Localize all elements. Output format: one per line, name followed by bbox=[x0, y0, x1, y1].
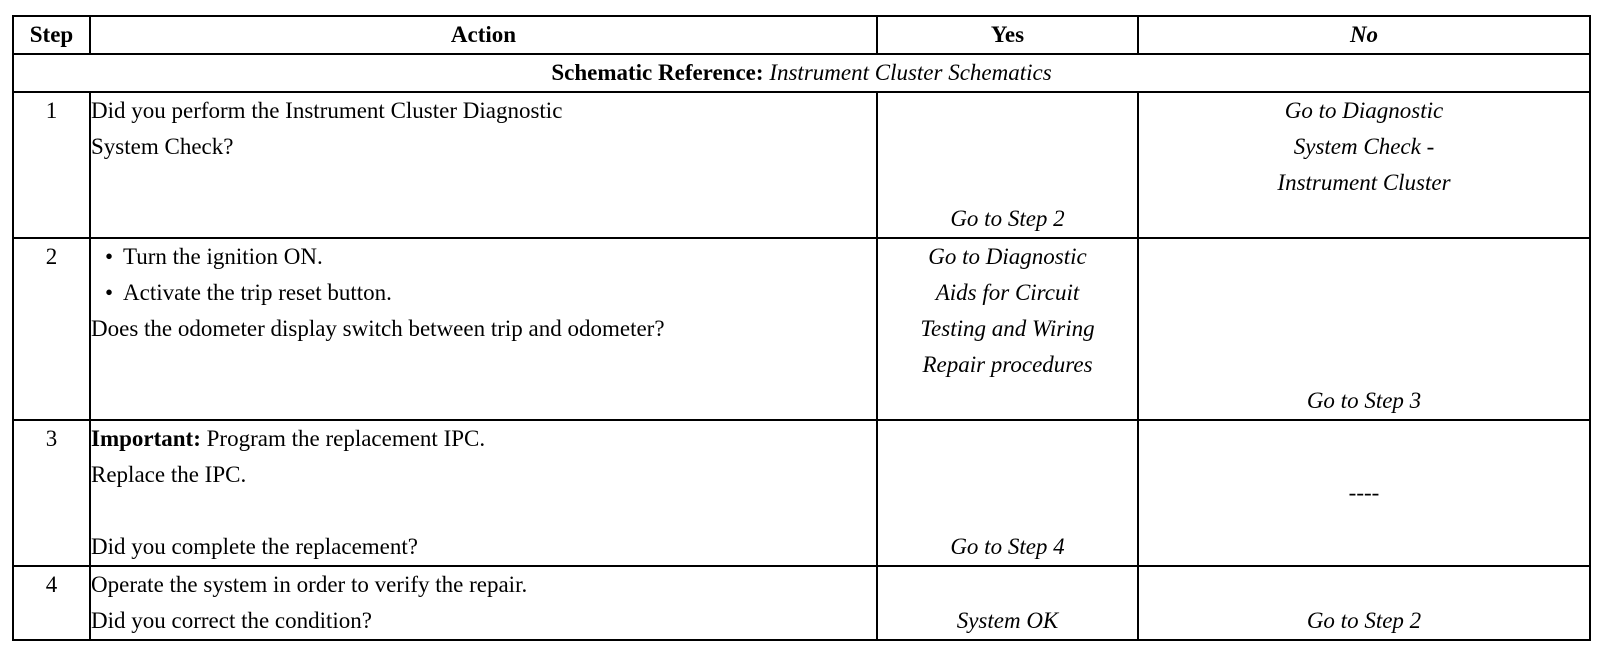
no-link-line[interactable]: System Check - bbox=[1293, 134, 1435, 159]
action-line: Did you perform the Instrument Cluster Diagnostic bbox=[91, 98, 563, 123]
yes-link-line[interactable]: Testing and Wiring bbox=[920, 316, 1095, 341]
yes-cell bbox=[877, 566, 1138, 640]
action-line: Operate the system in order to verify the repair. bbox=[91, 572, 528, 597]
yes-cell bbox=[877, 238, 1138, 420]
step-row-3 bbox=[13, 420, 1590, 566]
step-number: 2 bbox=[13, 238, 90, 420]
header-step: Step bbox=[13, 16, 90, 54]
action-cell bbox=[90, 420, 877, 566]
no-cell bbox=[1138, 566, 1590, 640]
diagnostic-table bbox=[12, 15, 1591, 641]
schematic-reference-label: Schematic Reference: bbox=[551, 60, 764, 85]
important-note bbox=[91, 421, 876, 457]
yes-link-line[interactable]: Repair procedures bbox=[922, 352, 1093, 377]
action-cell bbox=[90, 566, 877, 640]
step-row-2 bbox=[13, 238, 1590, 420]
step-row-4 bbox=[13, 566, 1590, 640]
bullet-text: Activate the trip reset button. bbox=[123, 280, 392, 305]
action-question: Did you correct the condition? bbox=[91, 608, 373, 633]
important-label: Important: bbox=[91, 426, 201, 451]
header-row bbox=[13, 16, 1590, 54]
action-bullet-list bbox=[91, 239, 876, 311]
bullet-icon: • bbox=[105, 244, 114, 269]
bullet-text: Turn the ignition ON. bbox=[123, 244, 323, 269]
schematic-reference-link[interactable]: Instrument Cluster Schematics bbox=[769, 60, 1052, 85]
no-link-line[interactable]: Instrument Cluster bbox=[1277, 170, 1451, 195]
step-number: 3 bbox=[13, 420, 90, 566]
header-yes: Yes bbox=[877, 16, 1138, 54]
bullet-item bbox=[91, 275, 876, 311]
action-question: Did you complete the replacement? bbox=[91, 534, 418, 559]
yes-link[interactable]: System OK bbox=[956, 608, 1059, 633]
yes-link[interactable]: Go to Step 4 bbox=[950, 534, 1065, 559]
no-placeholder: ---- bbox=[1348, 480, 1380, 505]
header-no: No bbox=[1138, 16, 1590, 54]
bullet-item bbox=[91, 239, 876, 275]
schematic-reference bbox=[13, 54, 1590, 92]
no-link[interactable]: Go to Step 3 bbox=[1306, 388, 1422, 413]
yes-cell bbox=[877, 92, 1138, 238]
yes-link-line[interactable]: Go to Diagnostic bbox=[928, 244, 1087, 269]
step-number: 4 bbox=[13, 566, 90, 640]
no-cell bbox=[1138, 238, 1590, 420]
step-row-1 bbox=[13, 92, 1590, 238]
action-line: System Check? bbox=[91, 134, 234, 159]
no-cell bbox=[1138, 92, 1590, 238]
yes-link[interactable]: Go to Step 2 bbox=[950, 206, 1065, 231]
action-cell bbox=[90, 92, 877, 238]
no-link[interactable]: Go to Step 2 bbox=[1306, 608, 1422, 633]
blank-line bbox=[91, 493, 876, 529]
yes-link-line[interactable]: Aids for Circuit bbox=[935, 280, 1080, 305]
no-link-line[interactable]: Go to Diagnostic bbox=[1284, 98, 1444, 123]
bullet-icon: • bbox=[105, 280, 114, 305]
step-number: 1 bbox=[13, 92, 90, 238]
action-line: Replace the IPC. bbox=[91, 462, 247, 487]
header-action: Action bbox=[90, 16, 877, 54]
action-cell bbox=[90, 238, 877, 420]
no-cell bbox=[1138, 420, 1590, 566]
schematic-reference-row bbox=[13, 54, 1590, 92]
important-text: Program the replacement IPC. bbox=[200, 426, 486, 451]
yes-cell bbox=[877, 420, 1138, 566]
action-question: Does the odometer display switch between trip and odometer? bbox=[91, 316, 665, 341]
